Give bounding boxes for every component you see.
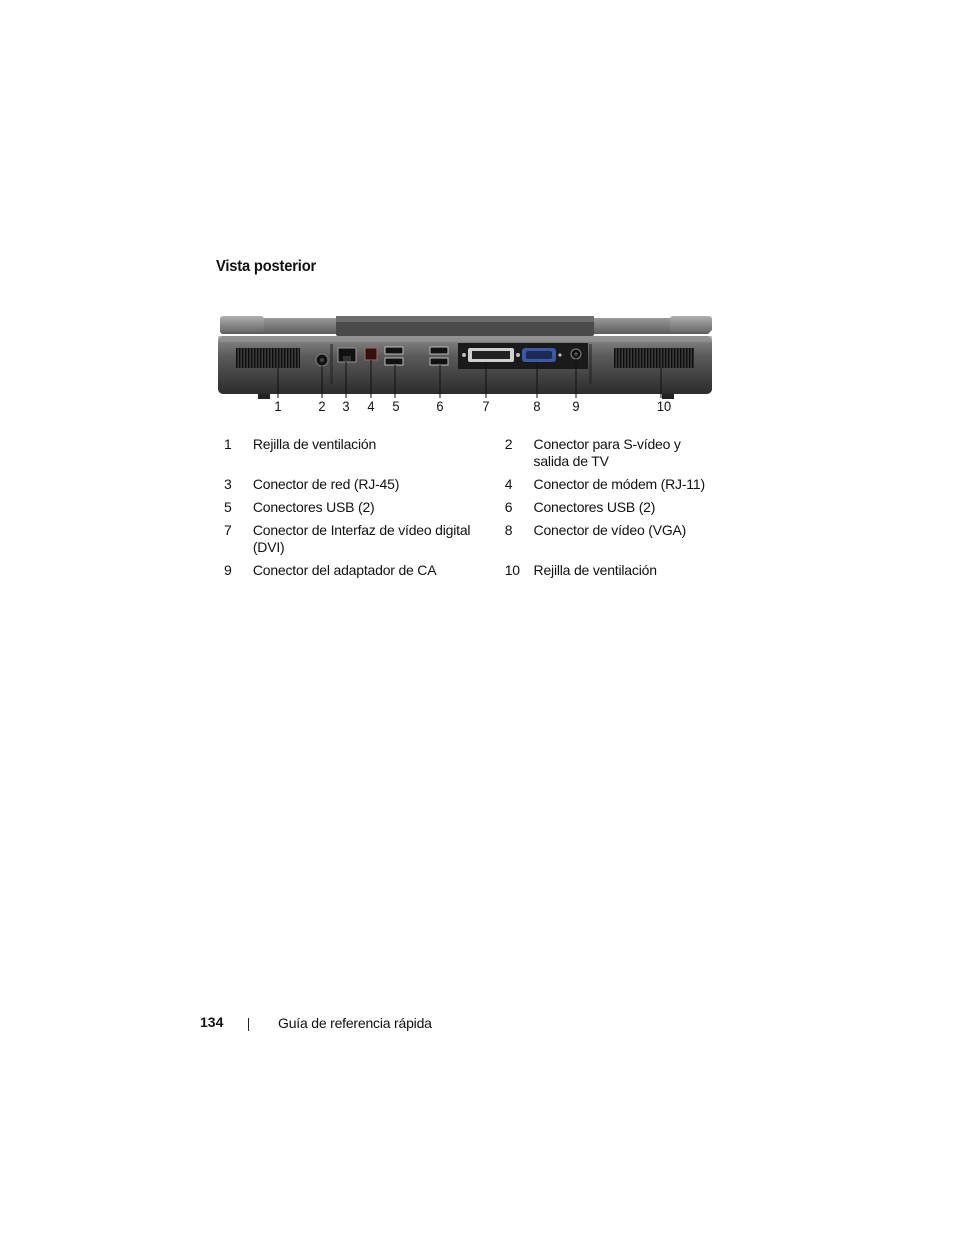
legend-text: Conector de Interfaz de vídeo digital (DVI) (252, 522, 471, 555)
page-number: 134 (200, 1014, 224, 1030)
legend-text: Conector para S-vídeo y salida de TV (533, 436, 681, 469)
legend-text: Conectores USB (2) (533, 499, 656, 515)
legend-text: Conector de vídeo (VGA) (533, 522, 687, 538)
legend-number: 2 (504, 436, 513, 452)
rj45-port-icon (338, 348, 356, 362)
legend-number: 1 (224, 436, 232, 452)
callout-6: 6 (436, 398, 444, 414)
legend-number: 8 (504, 522, 513, 538)
legend-number: 3 (224, 476, 232, 492)
legend-text: Conector del adaptador de CA (252, 562, 437, 578)
power-jack-icon (571, 349, 581, 359)
legend-text: Conector de módem (RJ-11) (533, 476, 705, 492)
callout-8: 8 (533, 398, 541, 414)
dvi-port-icon (462, 348, 520, 362)
vga-port-icon (516, 348, 561, 362)
legend-table (218, 436, 718, 585)
legend-row (218, 476, 718, 499)
legend-text: Rejilla de ventilación (533, 562, 657, 578)
callout-4: 4 (367, 398, 375, 414)
legend-text: Conector de red (RJ-45) (252, 476, 400, 492)
vent-grille-icon (614, 348, 694, 368)
legend-row (218, 499, 718, 522)
callout-5: 5 (392, 398, 400, 414)
legend-row (218, 562, 718, 585)
callout-3: 3 (342, 398, 350, 414)
legend-number: 5 (224, 499, 232, 515)
legend-row (218, 436, 718, 476)
footer-doc-title: Guía de referencia rápida (278, 1015, 432, 1031)
legend-text: Rejilla de ventilación (252, 436, 377, 452)
callout-10: 10 (656, 398, 672, 414)
callout-2: 2 (318, 398, 326, 414)
legend-number: 4 (504, 476, 513, 492)
svideo-port-icon (316, 354, 328, 366)
vent-grille-icon (236, 348, 300, 368)
callout-7: 7 (482, 398, 490, 414)
section-title: Vista posterior (216, 258, 317, 275)
callout-9: 9 (572, 398, 580, 414)
legend-number: 7 (224, 522, 232, 538)
legend-number: 6 (504, 499, 513, 515)
legend-number: 9 (224, 562, 232, 578)
page-footer (0, 1014, 954, 1034)
callout-numbers (218, 398, 714, 418)
rj11-port-icon (365, 348, 377, 360)
callout-1: 1 (274, 398, 282, 414)
footer-separator (248, 1018, 249, 1031)
legend-number: 10 (504, 562, 520, 578)
legend-row (218, 522, 718, 562)
legend-text: Conectores USB (2) (252, 499, 375, 515)
